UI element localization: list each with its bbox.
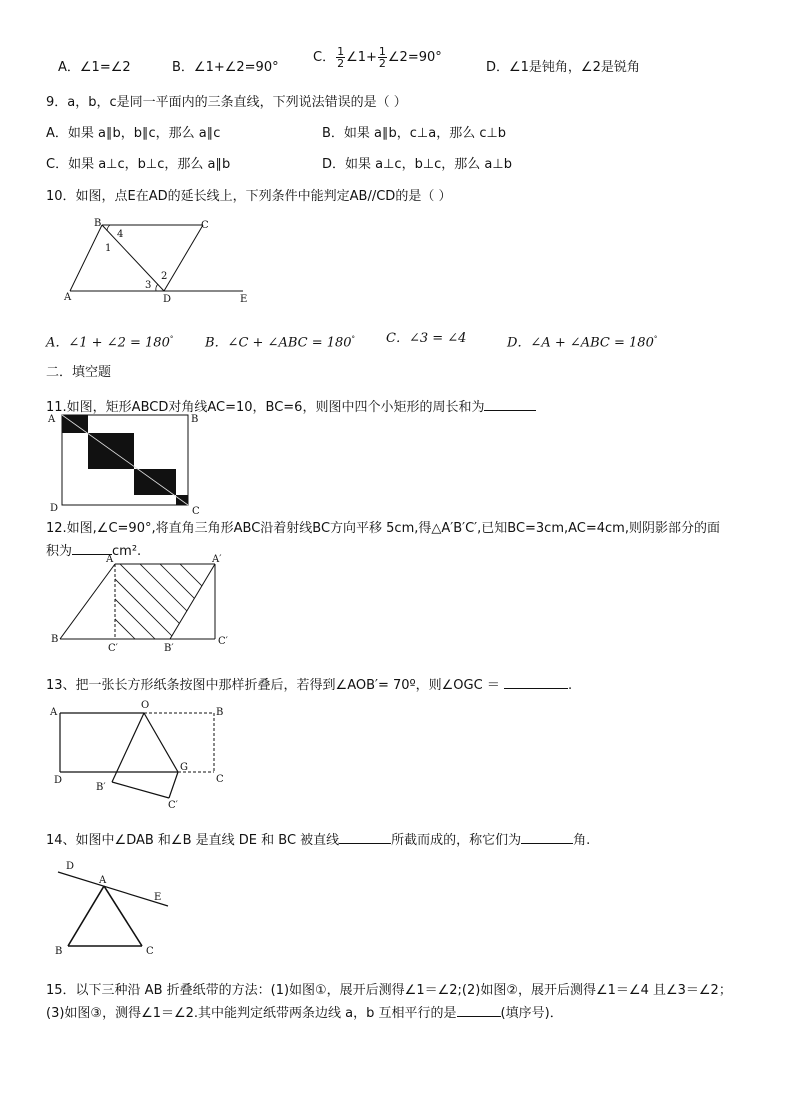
q14-figure	[48, 856, 188, 962]
q10-d-text: D．∠A + ∠ABC = 180	[507, 335, 654, 351]
q9-option-a: A．如果 a∥b，b∥c，那么 a∥c	[46, 126, 221, 141]
q13-label-b-prime: B′	[96, 782, 106, 793]
q12-stem-line1: 12.如图,∠C=90°,将直角三角形ABC沿着射线BC方向平移 5cm,得△A′B′C′,已知BC=3cm,AC=4cm,则阴影部分的面	[46, 521, 720, 536]
q13-stem	[46, 674, 572, 695]
q14-label-d: D	[66, 861, 75, 872]
q12-label-b: B	[51, 634, 59, 645]
q8-option-c	[313, 46, 442, 69]
q10-d-deg: °	[653, 335, 658, 343]
q12-label-c-prime: C′	[218, 636, 228, 647]
q10-figure	[60, 214, 260, 310]
section-title-fill-in: 二．填空题	[46, 365, 112, 380]
q9-option-b: B．如果 a∥b，c⊥a，那么 c⊥b	[322, 126, 507, 141]
q11-label-d: D	[50, 503, 59, 514]
q8-c-end: ∠2=90°	[387, 50, 442, 65]
q15-line2-pre: (3)如图③，测得∠1＝∠2.其中能判定纸带两条边线 a，b 互相平行的是	[46, 1006, 457, 1021]
q11-stem-text: 11.如图，矩形ABCD对角线AC=10，BC=6，则图中四个小矩形的周长和为	[46, 400, 485, 415]
q13-answer-blank[interactable]	[504, 674, 568, 689]
q14-answer-blank-2[interactable]	[521, 829, 573, 844]
q14-label-e: E	[154, 892, 162, 903]
q10-option-d	[507, 330, 657, 352]
q11-label-b: B	[191, 414, 199, 425]
q10-option-a	[46, 330, 173, 352]
q10-label-c: C	[201, 220, 209, 231]
q10-b-deg: °	[351, 335, 356, 343]
q12-label-c: C′	[108, 643, 118, 654]
q13-label-c: C	[216, 774, 224, 785]
q8-c-mid: ∠1+	[346, 50, 377, 65]
q8-c-frac1	[336, 46, 345, 69]
q13-label-o: O	[141, 700, 150, 711]
q14-stem-mid: 所截而成的，称它们为	[391, 833, 522, 848]
q14-label-a: A	[99, 875, 107, 886]
q12-stem2-pre: 积为	[46, 544, 73, 559]
q14-answer-blank-1[interactable]	[339, 829, 391, 844]
q10-angle-4: 4	[117, 229, 124, 240]
q11-label-a: A	[48, 414, 56, 425]
q9-option-c: C．如果 a⊥c，b⊥c，那么 a∥b	[46, 157, 231, 172]
q10-label-a: A	[64, 292, 72, 303]
q13-label-b: B	[216, 707, 224, 718]
q11-figure	[46, 410, 206, 518]
q13-label-g: G	[180, 762, 188, 773]
q12-label-b-prime: B′	[164, 643, 174, 654]
q10-label-b: B	[94, 218, 102, 229]
frac-den: 2	[337, 57, 345, 70]
q13-figure	[48, 698, 238, 810]
q13-end: .	[567, 678, 573, 693]
q15-answer-blank[interactable]	[457, 1002, 501, 1017]
q10-angle-1: 1	[105, 243, 112, 254]
q11-label-c: C	[192, 506, 200, 517]
frac-num: 1	[337, 45, 345, 58]
q11-answer-blank[interactable]	[484, 396, 536, 411]
q14-label-c: C	[146, 946, 154, 957]
q10-stem: 10．如图，点E在AD的延长线上，下列条件中能判定AB//CD的是（ ）	[46, 189, 452, 204]
q14-stem-pre: 14、如图中∠DAB 和∠B 是直线 DE 和 BC 被直线	[46, 833, 340, 848]
q14-stem	[46, 829, 590, 850]
q10-b-text: B．∠C + ∠ABC = 180	[205, 335, 352, 351]
q8-option-b: B．∠1+∠2=90°	[172, 60, 279, 75]
q12-figure	[48, 552, 238, 652]
q9-stem: 9．a，b，c是同一平面内的三条直线，下列说法错误的是（ ）	[46, 95, 407, 110]
q14-stem-end: 角.	[573, 833, 591, 848]
q12-stem2-post: cm².	[112, 544, 142, 559]
q8-option-a: A．∠1=∠2	[58, 60, 131, 75]
q13-label-a: A	[50, 707, 58, 718]
q10-a-deg: °	[169, 335, 174, 343]
q14-label-b: B	[55, 946, 63, 957]
q8-option-d: D．∠1是钝角，∠2是锐角	[486, 60, 640, 75]
q15-line1: 15．以下三种沿 AB 折叠纸带的方法：(1)如图①，展开后测得∠1＝∠2;(2)如图②，展开后测得∠1＝∠4 且∠3＝∠2；	[46, 983, 732, 998]
q8-c-frac2	[378, 46, 387, 69]
q10-label-d: D	[163, 294, 172, 305]
q10-option-b	[205, 330, 355, 352]
q15-line2	[46, 1002, 563, 1023]
q10-option-c: C．∠3 = ∠4	[386, 331, 467, 346]
q15-line2-post: (填序号)．	[500, 1006, 563, 1021]
q10-angle-3: 3	[145, 280, 152, 291]
frac-num: 1	[378, 45, 386, 58]
q12-label-a: A	[106, 554, 114, 565]
q10-label-e: E	[240, 294, 248, 305]
q10-angle-2: 2	[161, 271, 168, 282]
q13-label-d: D	[54, 775, 63, 786]
frac-den: 2	[378, 57, 386, 70]
q9-option-d: D．如果 a⊥c，b⊥c，那么 a⊥b	[322, 157, 512, 172]
q13-stem-text: 13、把一张长方形纸条按图中那样折叠后，若得到∠AOB′= 70º，则∠OGC ＝	[46, 678, 500, 693]
q8-c-prefix: C．	[313, 50, 336, 65]
q13-label-c-prime: C′	[168, 800, 178, 811]
q12-label-a-prime: A′	[212, 554, 222, 565]
q10-a-text: A．∠1 + ∠2 = 180	[46, 335, 170, 351]
